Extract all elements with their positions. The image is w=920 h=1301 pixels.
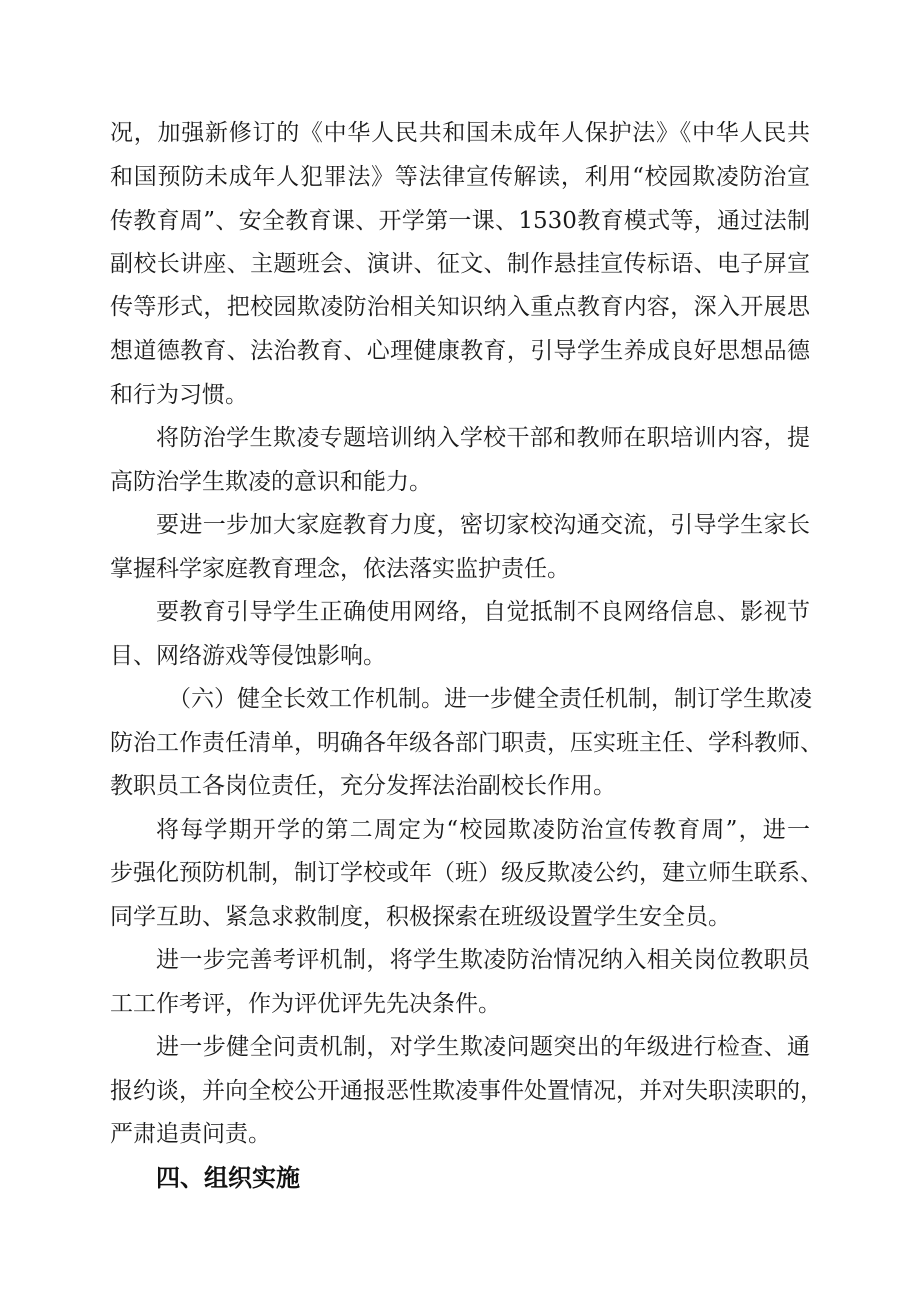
paragraph-4-line-2: 目、网络游戏等侵蚀影响。 [110,643,386,669]
paragraph-5-line-3: 教职员工各岗位责任，充分发挥法治副校长作用。 [110,773,616,799]
paragraph-1-line-4: 副校长讲座、主题班会、演讲、征文、制作悬挂宣传标语、电子屏宣 [110,251,810,277]
paragraph-6-line-1: 将每学期开学的第二周定为“校园欺凌防治宣传教育周”，进一 [156,817,810,843]
paragraph-2-line-2: 高防治学生欺凌的意识和能力。 [110,469,432,495]
paragraph-3-line-2: 掌握科学家庭教育理念，依法落实监护责任。 [110,556,570,582]
paragraph-5-line-1: （六）健全长效工作机制。进一步健全责任机制，制订学生欺凌 [168,686,812,712]
paragraph-7-line-2: 工工作考评，作为评优评先先决条件。 [110,991,501,1017]
paragraph-2-line-1: 将防治学生欺凌专题培训纳入学校干部和教师在职培训内容，提 [156,425,810,451]
paragraph-7-line-1: 进一步完善考评机制，将学生欺凌防治情况纳入相关岗位教职员 [156,947,810,973]
section-heading: 四、组织实施 [156,1164,300,1192]
paragraph-5-line-2: 防治工作责任清单，明确各年级各部门职责，压实班主任、学科教师、 [110,730,823,756]
paragraph-1-line-7: 和行为习惯。 [110,382,248,408]
paragraph-1-line-2: 和国预防未成年人犯罪法》等法律宣传解读，利用“校园欺凌防治宣 [110,164,810,190]
paragraph-1-line-5: 传等形式，把校园欺凌防治相关知识纳入重点教育内容，深入开展思 [110,294,810,320]
paragraph-3-line-1: 要进一步加大家庭教育力度，密切家校沟通交流，引导学生家长 [156,512,810,538]
paragraph-8-line-3: 严肃追责问责。 [110,1121,271,1147]
paragraph-6-line-3: 同学互助、紧急求救制度，积极探索在班级设置学生安全员。 [110,904,731,930]
paragraph-8-line-1: 进一步健全问责机制，对学生欺凌问题突出的年级进行检查、通 [156,1034,810,1060]
paragraph-1-line-6: 想道德教育、法治教育、心理健康教育，引导学生养成良好思想品德 [110,338,810,364]
paragraph-1-line-1: 况，加强新修订的《中华人民共和国未成年人保护法》《中华人民共 [110,120,810,146]
paragraph-8-line-2: 报约谈，并向全校公开通报恶性欺凌事件处置情况，并对失职渎职的， [110,1078,823,1104]
paragraph-1-line-3: 传教育周”、安全教育课、开学第一课、1530教育模式等，通过法制 [110,208,810,234]
paragraph-6-line-2: 步强化预防机制，制订学校或年（班）级反欺凌公约，建立师生联系、 [110,860,823,886]
paragraph-4-line-1: 要教育引导学生正确使用网络，自觉抵制不良网络信息、影视节 [156,599,810,625]
